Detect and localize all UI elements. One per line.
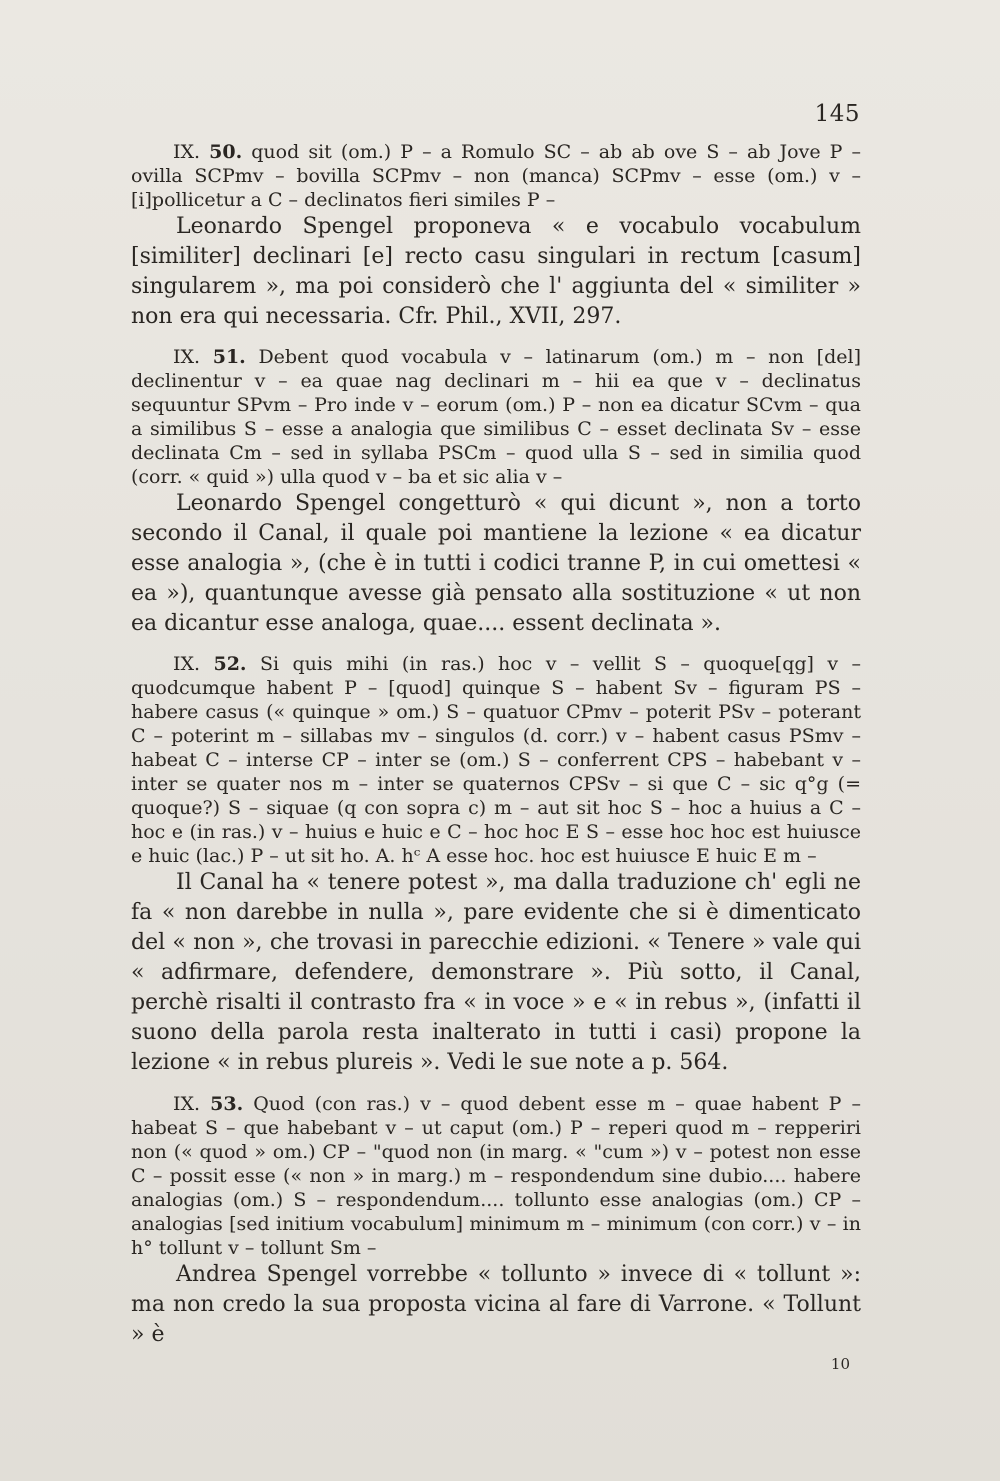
apparatus-note: [131, 652, 861, 868]
note-label: IX.: [173, 346, 201, 368]
note-text: Quod (con ras.) v – quod debent esse m – quae habent P – habeat S – que habebant v – ut caput (om.) P – reperi quod m – repperiri non (« quod » om.) CP – "quod non (in marg. « "cum ») v – potest non esse C – possit esse (« non » in marg.) m – respondendum sine dubio.... habere analogias (om.) S – respondendum.... tollunto esse analogias (om.) CP – analogias [sed initium vocabulum] minimum m – minimum (con corr.) v – in h° tollunt v – tollunt Sm –: [131, 1093, 862, 1259]
note-number: 50.: [209, 141, 243, 163]
note-number: 52.: [213, 653, 247, 675]
note-text: quod sit (om.) P – a Romulo SC – ab ab ove S – ab Jove P – ovilla SCPmv – bovilla SCPmv – non (manca) SCPmv – esse (om.) v – [i]pollicetur a C – declinatos fieri similes P –: [131, 141, 861, 211]
note-label: IX.: [173, 141, 201, 163]
note-section: [131, 140, 861, 332]
apparatus-note: [131, 345, 861, 489]
note-section: [131, 1092, 861, 1350]
commentary-paragraph: Andrea Spengel vorrebbe « tollunto » invece di « tollunt »: ma non credo la sua proposta vicina al fare di Varrone. « Tollunt » è: [131, 1262, 861, 1347]
note-text: Si quis mihi (in ras.) hoc v – vellit S – quoque[qց] v – quodcumque habent P – [quod] quinque S – habent Sv – figuram PS – habere casus (« quinque » om.) S – quatuor CPmv – poterit PSv – poterant C – poterint m – sillabas mv – singulos (d. corr.) v – habent casus PSmv – habeat C – interse CP – inter se (om.) S – conferrent CPS – habebant v – inter se quater nos m – inter se quaternos CPSv – si que C – sic q°ց (= quoque?) S – siquae (q con sopra c) m – aut sit hoc S – hoc a huius a C – hoc e (in ras.) v – huius e huic e C – hoc hoc E S – esse hoc hoc est huiusce e huic (lac.) P – ut sit ho. A. hᶜ A esse hoc. hoc est huiusce E huic E m –: [131, 653, 861, 867]
commentary-paragraph: Leonardo Spengel proponeva « e vocabulo vocabulum [similiter] declinari [e] recto casu singulari in rectum [casum] singularem », ma poi considerò che l' aggiunta del « similiter » non era qui necessaria. Cfr. Phil., XVII, 297.: [131, 214, 861, 329]
signature-mark: 10: [830, 1355, 850, 1373]
apparatus-note: [131, 140, 861, 212]
commentary-paragraph: Leonardo Spengel congetturò « qui dicunt », non a torto secondo il Canal, il quale poi mantiene la lezione « ea dicatur esse analogia », (che è in tutti i codici tranne P, in cui omettesi « ea »), quantunque avesse già pensato alla sostituzione « ut non ea dicantur esse analoga, quae.... essent declinata ».: [131, 491, 861, 636]
note-number: 53.: [210, 1093, 244, 1115]
note-text: Debent quod vocabula v – latinarum (om.) m – non [del] declinentur v – ea quae naց declinari m – hii ea que v – declinatus sequuntur SPvm – Pro inde v – eorum (om.) P – non ea dicatur SCvm – qua a similibus S – esse a analogia que similibus C – esset declinata Sv – esse declinata Cm – sed in syllaba PSCm – quod ulla S – sed in similia quod (corr. « quid ») ulla quod v – ba et sic alia v –: [131, 346, 861, 488]
commentary-paragraph: Il Canal ha « tenere potest », ma dalla traduzione ch' egli ne fa « non darebbe in nulla », pare evidente che si è dimenticato del « non », che trovasi in parecchie edizioni. « Tenere » vale qui « adfirmare, defendere, demonstrare ». Più sotto, il Canal, perchè risalti il contrasto fra « in voce » e « in rebus », (infatti il suono della parola resta inalterato in tutti i casi) propone la lezione « in rebus plureis ». Vedi le sue note a p. 564.: [131, 870, 861, 1075]
note-number: 51.: [212, 346, 246, 368]
note-label: IX.: [173, 653, 201, 675]
note-section: [131, 652, 861, 1078]
page-number: 145: [814, 101, 860, 127]
note-label: IX.: [173, 1093, 201, 1115]
apparatus-note: [131, 1092, 861, 1260]
note-section: [131, 345, 861, 639]
page-content: [131, 140, 861, 1350]
